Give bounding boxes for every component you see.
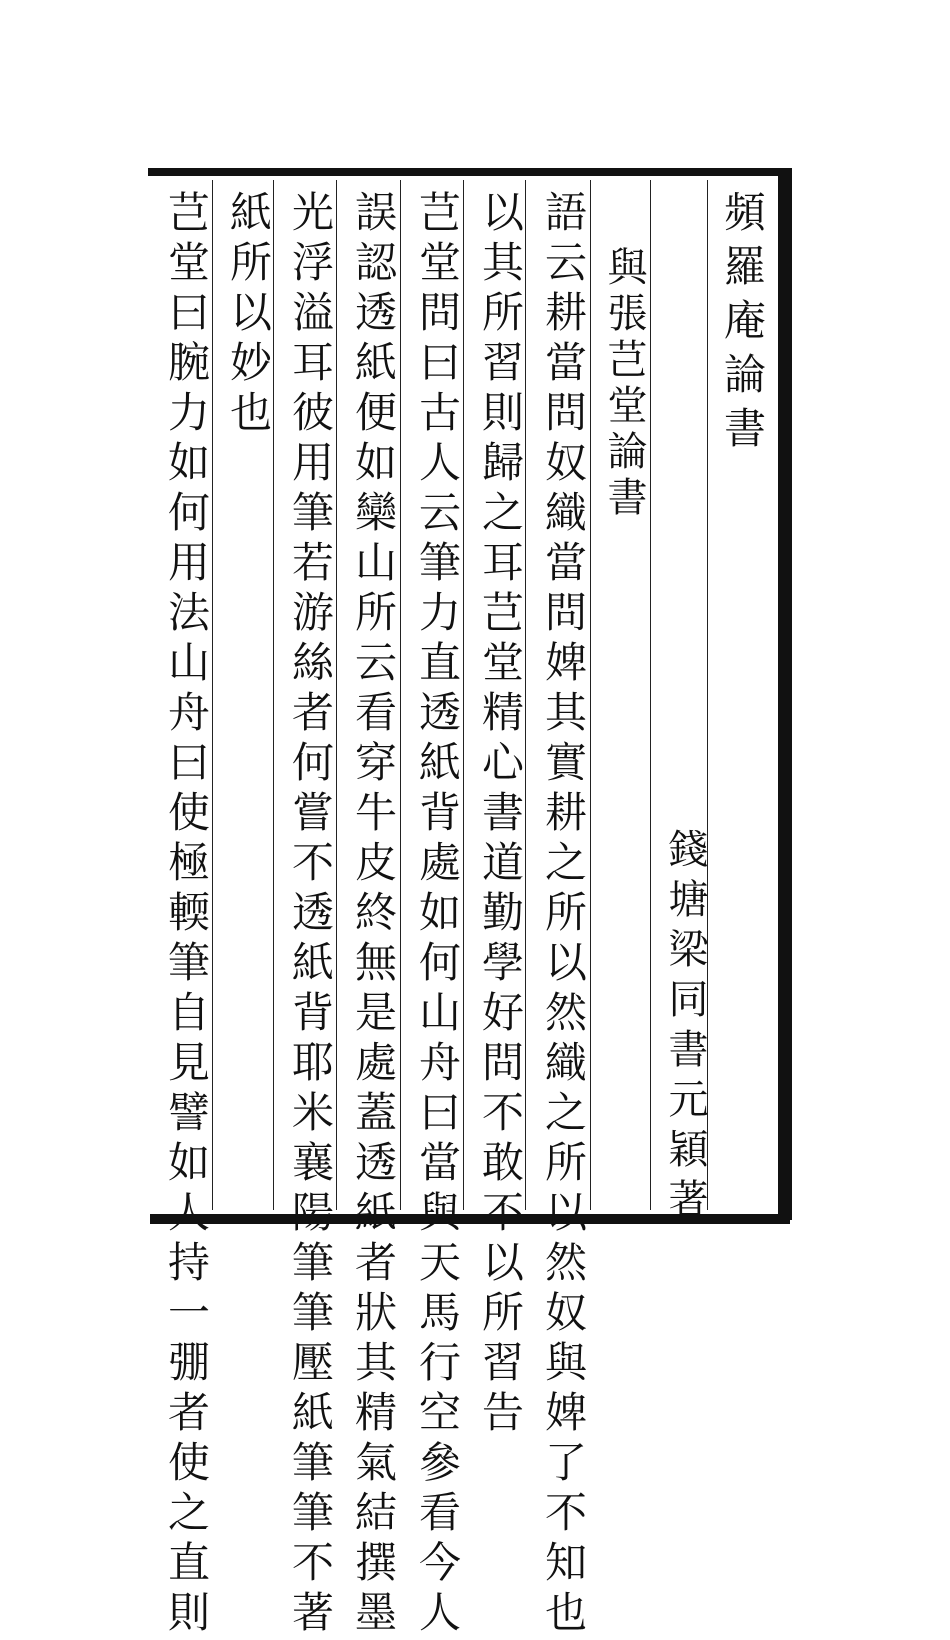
frame-right-border (778, 168, 792, 1220)
text-line: 誤認透紙便如欒山所云看穿牛皮終無是處蓋透紙者狀其精氣結撰墨 (349, 190, 398, 1640)
book-title: 頻羅庵論書 (718, 190, 767, 460)
text-line: 以其所習則歸之耳芑堂精心書道勤學好問不敢不以所習告 (476, 190, 525, 1440)
text-line: 語云耕當問奴織當問婢其實耕之所以然織之所以然奴與婢了不知也 (539, 190, 588, 1640)
text-line: 芑堂問曰古人云筆力直透紙背處如何山舟曰當與天馬行空參看今人 (413, 190, 462, 1640)
section-title: 與張芑堂論書 (601, 246, 647, 522)
frame-top-border (148, 168, 788, 176)
text-line: 紙所以妙也 (224, 190, 273, 440)
text-line: 光浮溢耳彼用筆若游絲者何嘗不透紙背耶米襄陽筆筆壓紙筆筆不著 (286, 190, 335, 1640)
author-line: 錢塘梁同書元穎著 (662, 828, 708, 1228)
text-line: 芑堂曰腕力如何用法山舟曰使極輭筆自見譬如人持一弸者使之直則 (162, 190, 211, 1640)
